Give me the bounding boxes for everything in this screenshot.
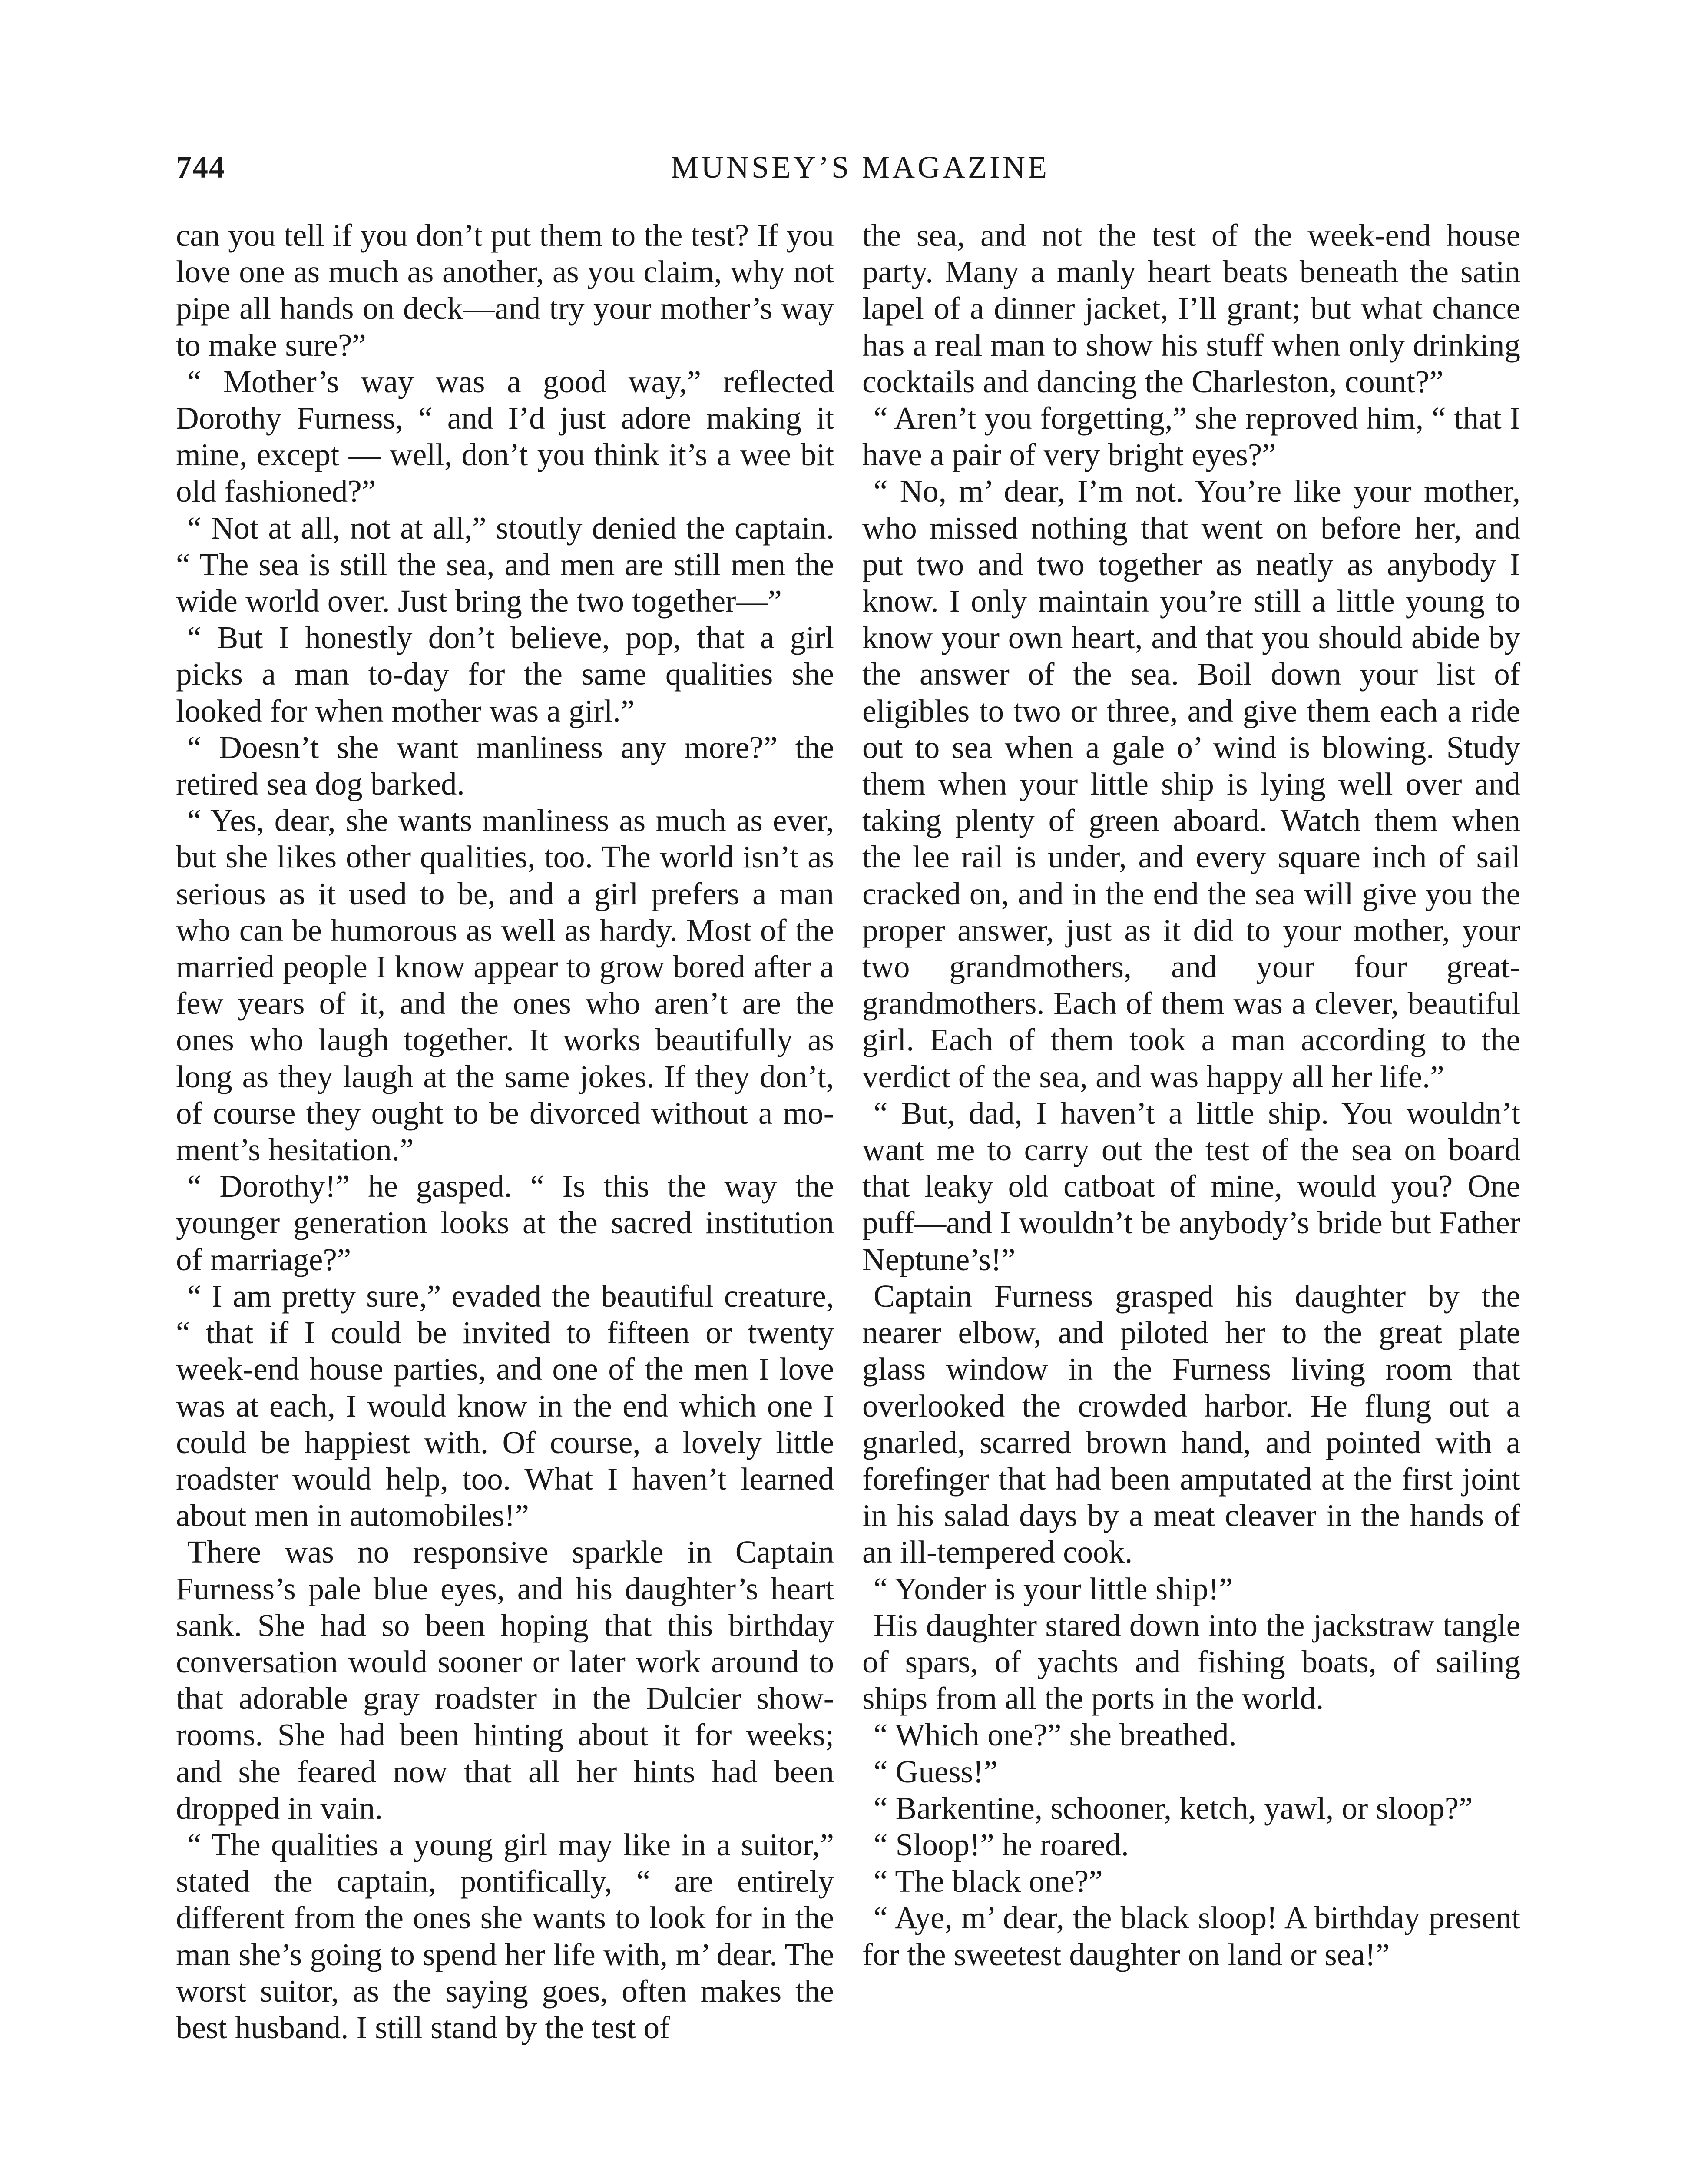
paragraph: “ Which one?” she breathed. (874, 1717, 1237, 1753)
paragraph: “ Sloop!” he roared. (874, 1827, 1129, 1862)
paragraph: “ Aye, m’ dear, the black sloop! A birthday present for the sweetest daughter on land or sea!” (862, 1900, 1520, 1972)
page-header (176, 143, 1544, 191)
paragraph: “ The qualities a young girl may like in a suitor,” stated the captain, pontifically, “ are entirely different from the ones she wants to look for in the man she’s going to spend her life with, m’ dear. The worst suitor, as the saying goes, often makes the best husband. I still stand by the test of (176, 1827, 834, 2045)
page-number: 744 (176, 149, 225, 185)
paragraph: “ Dorothy!” he gasped. “ Is this the way the younger generation looks at the sacred institution of marriage?” (176, 1169, 834, 1277)
paragraph: “ Yes, dear, she wants manliness as much as ever, but she likes other qualities, too. The world isn’t as serious as it used to be, and a girl prefers a man who can be humorous as well as hardy. Most of the married people I know appear to grow bored after a few years of it, and the ones who aren’t are the ones who laugh together. It works beautifully as long as they laugh at the same jokes. If they don’t, of course they ought to be divorced without a moment’s hesitation.” (176, 803, 834, 1168)
paragraph: “ But I honestly don’t believe, pop, that a girl picks a man to-day for the same qualities she looked for when mother was a girl.” (176, 620, 834, 728)
paragraph: “ But, dad, I haven’t a little ship. You wouldn’t want me to carry out the test of the sea on board that leaky old catboat of mine, would you? One puff—and I wouldn’t be anybody’s bride but Father Neptune’s!” (862, 1095, 1520, 1277)
paragraph: Captain Furness grasped his daughter by the nearer elbow, and piloted her to the great plate glass window in the Furness living room that overlooked the crowded harbor. He flung out a gnarled, scarred brown hand, and pointed with a forefinger that had been amputated at the first joint in his salad days by a meat cleaver in the hands of an ill-tempered cook. (862, 1278, 1520, 1570)
paragraph: “ Aren’t you forgetting,” she reproved him, “ that I have a pair of very bright eyes?” (862, 401, 1520, 473)
paragraph: “ I am pretty sure,” evaded the beautiful creature, “ that if I could be invited to fifteen or twenty week-end house parties, and one of the men I love was at each, I would know in the end which one I could be happiest with. Of course, a lovely little roadster would help, too. What I haven’t learned about men in automobiles!” (176, 1278, 834, 1533)
paragraph: His daughter stared down into the jackstraw tangle of spars, of yachts and fishing boats, of sailing ships from all the ports in the world. (862, 1607, 1520, 1716)
paragraph: “ Yonder is your little ship!” (874, 1571, 1233, 1606)
paragraph: “ No, m’ dear, I’m not. You’re like your mother, who missed nothing that went on before her, and put two and two together as neatly as anybody I know. I only maintain you’re still a little young to know your own heart, and that you should abide by the answer of the sea. Boil down your list of eligibles to two or three, and give them each a ride out to sea when a gale o’ wind is blowing. Study them when your little ship is lying well over and taking plenty of green aboard. Watch them when the lee rail is under, and every square inch of sail cracked on, and in the end the sea will give you the proper answer, just as it did to your mother, your two grandmothers, and your four great-grandmothers. Each of them was a clever, beautiful girl. Each of them took a man according to the verdict of the sea, and was happy all her life.” (862, 473, 1520, 1094)
left-column (176, 217, 834, 2046)
running-head: MUNSEY’S MAGAZINE (671, 149, 1049, 185)
paragraph: “ Barkentine, schooner, ketch, yawl, or sloop?” (874, 1790, 1473, 1826)
paragraph: can you tell if you don’t put them to the test? If you love one as much as another, as you claim, why not pipe all hands on deck—and try your mother’s way to make sure?” (176, 218, 834, 363)
right-column (862, 217, 1520, 1973)
paragraph: “ Mother’s way was a good way,” reflected Dorothy Furness, “ and I’d just adore making it mine, except — well, don’t you think it’s a wee bit old fashioned?” (176, 364, 834, 509)
paragraph: There was no responsive sparkle in Captain Furness’s pale blue eyes, and his daughter’s heart sank. She had so been hoping that this birthday conversation would sooner or later work around to that adorable gray roadster in the Dulcier showrooms. She had been hinting about it for weeks; and she feared now that all her hints had been dropped in vain. (176, 1534, 834, 1826)
paragraph: “ Not at all, not at all,” stoutly denied the captain. “ The sea is still the sea, and men are still men the wide world over. Just bring the two together—” (176, 510, 834, 619)
paragraph: “ Guess!” (874, 1754, 998, 1789)
paragraph: the sea, and not the test of the week-end house party. Many a manly heart beats beneath the satin lapel of a dinner jacket, I’ll grant; but what chance has a real man to show his stuff when only drinking cocktails and dancing the Charleston, count?” (862, 218, 1520, 399)
paragraph: “ Doesn’t she want manliness any more?” the retired sea dog barked. (176, 729, 834, 802)
paragraph: “ The black one?” (874, 1864, 1103, 1899)
